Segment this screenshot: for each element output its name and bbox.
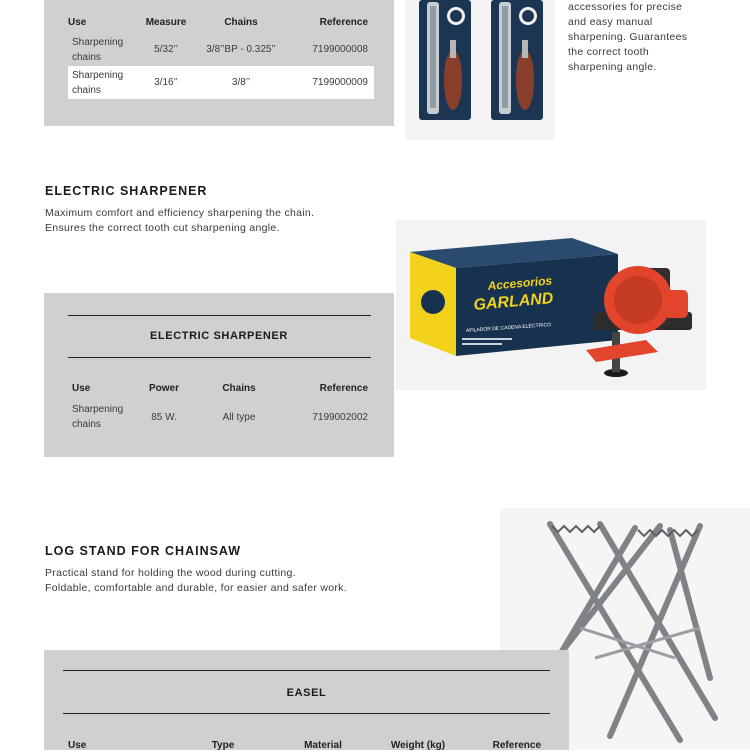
cell-reference: 7199000009 xyxy=(312,77,368,88)
cell-chains: 3/8’’ xyxy=(231,77,251,88)
col-chains: Chains xyxy=(224,17,258,28)
table-header xyxy=(68,740,558,754)
desc-line: sharpening angle. xyxy=(568,61,657,73)
col-reference: Reference xyxy=(319,17,368,28)
desc-line: Foldable, comfortable and durable, for easier and safer work. xyxy=(45,582,347,594)
table-row xyxy=(68,400,374,434)
col-power: Power xyxy=(148,383,179,394)
table-header xyxy=(68,383,374,397)
easel-panel-title: EASEL xyxy=(286,687,327,699)
log-stand-description xyxy=(45,566,495,596)
desc-line: Practical stand for holding the wood during cutting. xyxy=(45,567,296,579)
table-header xyxy=(68,17,374,31)
panel-rule-top xyxy=(68,315,371,316)
col-use: Use xyxy=(68,740,87,751)
easel-spec-table xyxy=(68,740,558,754)
file-pack-1 xyxy=(419,0,471,120)
file-kit-photo xyxy=(405,0,555,140)
panel-rule-bottom xyxy=(68,357,371,358)
col-type: Type xyxy=(211,740,235,751)
col-reference: Reference xyxy=(492,740,541,751)
cell-use: Sharpening chains xyxy=(72,69,124,96)
box-brand: GARLAND xyxy=(472,290,555,314)
desc-line: sharpening. Guarantees xyxy=(568,31,688,43)
panel-rule-top xyxy=(63,670,550,671)
table-row xyxy=(68,66,374,99)
electric-sharpener-heading: ELECTRIC SHARPENER xyxy=(45,184,208,198)
cell-chains: All type xyxy=(222,411,256,423)
files-description xyxy=(568,0,743,75)
electric-panel-title: ELECTRIC SHARPENER xyxy=(150,330,288,342)
files-spec-table xyxy=(68,17,374,99)
electric-sharpener-description xyxy=(45,206,385,236)
easel-spec-panel xyxy=(44,650,569,750)
file-pack-2 xyxy=(491,0,543,120)
col-reference: Reference xyxy=(319,383,368,394)
cell-measure: 5/32’’ xyxy=(154,44,178,55)
col-use: Use xyxy=(68,17,87,28)
col-chains: Chains xyxy=(222,383,256,394)
desc-line: Maximum comfort and efficiency sharpening the chain. xyxy=(45,207,315,219)
desc-line: accessories for precise xyxy=(568,1,683,13)
col-material: Material xyxy=(304,740,342,751)
cell-reference: 7199000008 xyxy=(312,44,368,55)
table-row xyxy=(68,33,374,66)
box-brand-top: Accesorios xyxy=(487,273,553,293)
col-measure: Measure xyxy=(145,17,187,28)
box-subtitle: AFILADOR DE CADENA ELÉCTRICO xyxy=(465,322,552,334)
cell-use: Sharpening chains xyxy=(72,36,124,63)
col-use: Use xyxy=(72,383,91,394)
panel-rule-bottom xyxy=(63,713,550,714)
cell-reference: 7199002002 xyxy=(312,411,368,423)
log-stand-heading: LOG STAND FOR CHAINSAW xyxy=(45,544,242,558)
col-weight: Weight (kg) xyxy=(390,740,446,751)
cell-measure: 3/16’’ xyxy=(154,77,178,88)
desc-line: and easy manual xyxy=(568,16,653,28)
cell-chains: 3/8’’BP - 0.325’’ xyxy=(206,44,276,55)
electric-spec-table xyxy=(68,383,374,434)
cell-power: 85 W. xyxy=(151,411,177,423)
electric-sharpener-photo xyxy=(396,220,706,390)
desc-line: Ensures the correct tooth cut sharpening angle. xyxy=(45,222,280,234)
desc-line: the correct tooth xyxy=(568,46,649,58)
cell-use: Sharpening chains xyxy=(72,404,124,430)
